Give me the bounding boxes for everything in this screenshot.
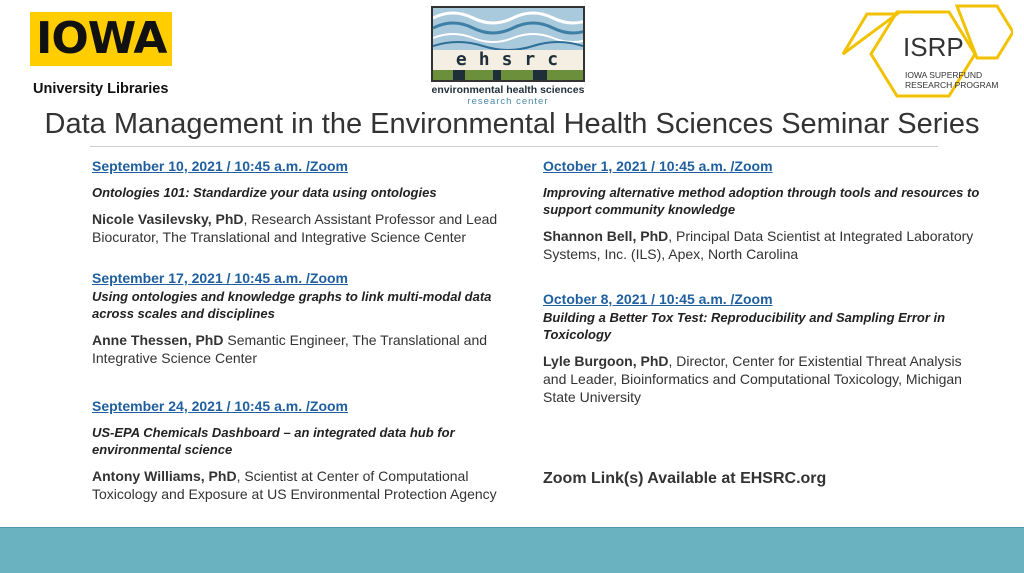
isrp-logo: [837, 4, 1013, 104]
session-title: Using ontologies and knowledge graphs to link multi-modal data across scales and disciplines: [92, 289, 492, 321]
speaker-affiliation: , Scientist at Center of Computational Toxicology and Exposure at US Environmental Protection Agency: [92, 468, 497, 502]
isrp-name: ISRP: [903, 32, 964, 62]
session-title: Ontologies 101: Standardize your data using ontologies: [92, 185, 437, 200]
speaker-name: Nicole Vasilevsky, PhD: [92, 211, 244, 227]
speaker-name: Shannon Bell, PhD: [543, 228, 669, 244]
session-title: Improving alternative method adoption through tools and resources to support community knowledge: [543, 185, 980, 217]
session-date-link[interactable]: October 1, 2021 / 10:45 a.m. /Zoom: [543, 158, 773, 174]
speaker-affiliation: , Principal Data Scientist at Integrated Laboratory Systems, Inc. (ILS), Apex, North Carolina: [543, 228, 974, 262]
session-date-link[interactable]: September 24, 2021 / 10:45 a.m. /Zoom: [92, 398, 349, 414]
session-card: [92, 270, 522, 367]
speaker-affiliation: , Research Assistant Professor and Lead Biocurator, The Translational and Integrative Science Center: [92, 211, 498, 245]
isrp-subtitle: [905, 70, 999, 90]
speaker-name: Antony Williams, PhD: [92, 468, 237, 484]
iowa-subtitle: University Libraries: [33, 81, 169, 97]
ehsrc-line2: research center: [467, 96, 549, 107]
session-title: Building a Better Tox Test: Reproducibility and Sampling Error in Toxicology: [543, 310, 946, 342]
session-speaker: [543, 352, 983, 406]
ehsrc-logo: [426, 6, 590, 107]
session-speaker: [92, 467, 522, 503]
session-date-link[interactable]: September 10, 2021 / 10:45 a.m. /Zoom: [92, 158, 349, 174]
speaker-affiliation: Semantic Engineer, The Translational and Integrative Science Center: [92, 332, 488, 366]
session-speaker: [543, 227, 983, 263]
page-title: Data Management in the Environmental Health Sciences Seminar Series: [44, 108, 980, 140]
session-speaker: [92, 331, 522, 367]
iowa-logo: [30, 12, 180, 97]
title-divider: [90, 146, 938, 147]
isrp-line1: IOWA SUPERFUND: [905, 70, 983, 80]
session-card: [92, 158, 522, 246]
session-date-link[interactable]: September 17, 2021 / 10:45 a.m. /Zoom: [92, 270, 349, 286]
speaker-affiliation: , Director, Center for Existential Threat Analysis and Leader, Bioinformatics and Computational Toxicology, Michigan State University: [543, 353, 962, 405]
iowa-wordmark: IOWA: [30, 12, 172, 66]
isrp-line2: RESEARCH PROGRAM: [905, 80, 999, 90]
ehsrc-line1: environmental health sciences: [431, 84, 585, 96]
zoom-link-note: Zoom Link(s) Available at EHSRC.org: [543, 470, 827, 487]
ehsrc-emblem: [431, 6, 585, 82]
session-card: [543, 291, 983, 406]
session-date-link[interactable]: October 8, 2021 / 10:45 a.m. /Zoom: [543, 291, 773, 307]
session-card: [92, 398, 522, 503]
session-card: [543, 158, 983, 263]
speaker-name: Anne Thessen, PhD: [92, 332, 224, 348]
footer-band: [0, 528, 1024, 573]
speaker-name: Lyle Burgoon, PhD: [543, 353, 669, 369]
ehsrc-wordmark: ehsrc: [433, 50, 583, 70]
session-title: US-EPA Chemicals Dashboard – an integrated data hub for environmental science: [92, 425, 455, 457]
session-speaker: [92, 210, 522, 246]
